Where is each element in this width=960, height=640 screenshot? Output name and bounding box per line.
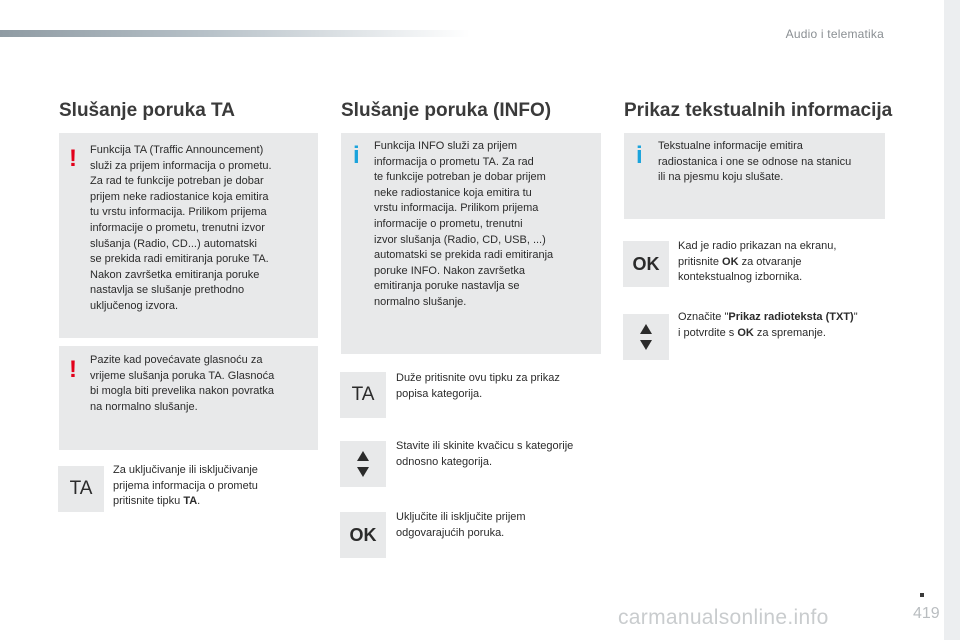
text-line: informacija o prometu TA. Za rad — [374, 155, 534, 168]
text-line: tu vrstu informacija. Prilikom prijema — [90, 206, 267, 219]
step-context-menu-description — [678, 239, 836, 286]
ta-key-icon: TA — [340, 372, 386, 418]
text-line: poruke INFO. Nakon završetka — [374, 264, 526, 277]
up-down-arrows-icon — [357, 451, 369, 477]
text-line: automatski se prekida radi emitiranja — [374, 249, 554, 262]
ta-key-icon: TA — [58, 466, 104, 512]
section-title: Audio i telematika — [785, 27, 884, 41]
text-line: na normalno slušanje. — [90, 400, 198, 413]
info-note-radiotext — [624, 133, 885, 219]
text-line: normalno slušanje. — [374, 295, 467, 308]
text-line: emitiranja poruke nastavlja se — [374, 280, 520, 293]
step-ok-toggle-description — [396, 510, 526, 541]
text-line: kontekstualnog izbornika. — [678, 271, 803, 284]
step-ta-toggle-description — [113, 463, 258, 510]
up-down-arrows-icon — [640, 324, 652, 350]
text-line: Pazite kad povećavate glasnoću za — [90, 354, 263, 366]
page-number: 419 — [913, 605, 940, 622]
text-line: pritisnite OK za otvaranje — [678, 255, 802, 268]
text-line: Duže pritisnite ovu tipku za prikaz — [396, 372, 560, 384]
text-line: informacije o prometu, trenutni — [374, 217, 523, 230]
text-line: izvor slušanja (Radio, CD, USB, ...) — [374, 233, 546, 246]
text-line: odnosno kategorija. — [396, 455, 493, 468]
text-line: se prekida radi emitiranja poruke TA. — [90, 253, 269, 266]
text-line: Za rad te funkcije potreban je dobar — [90, 175, 264, 188]
text-line: uključenog izvora. — [90, 299, 179, 312]
text-line: popisa kategorija. — [396, 387, 483, 400]
text-line: slušanja (Radio, CD...) automatski — [90, 237, 257, 250]
step-radiotext-select-description — [678, 310, 858, 341]
text-line: vrijeme slušanja poruka TA. Glasnoća — [90, 369, 275, 382]
text-line: te funkcije potreban je dobar prijem — [374, 171, 546, 184]
arrows-key-icon — [340, 441, 386, 487]
text-line: Stavite ili skinite kvačicu s kategorije — [396, 440, 574, 452]
text-line: bi mogla biti prevelika nakon povratka — [90, 385, 275, 398]
text-line: prijem neke radiostanice koja emitira — [90, 190, 269, 203]
ok-key-icon: OK — [340, 512, 386, 558]
heading-ta-messages: Slušanje poruka TA — [59, 100, 235, 121]
step-category-list-description — [396, 371, 560, 402]
text-line: Označite "Prikaz radioteksta (TXT)" — [678, 311, 858, 323]
text-line: Za uključivanje ili isključivanje — [113, 464, 258, 476]
text-line: Kad je radio prikazan na ekranu, — [678, 240, 837, 252]
heading-text-info: Prikaz tekstualnih informacija — [624, 100, 893, 121]
text-line: nastavlja se slušanje prethodno — [90, 284, 245, 297]
step-category-select-description — [396, 439, 573, 470]
page-edge-strip — [944, 0, 960, 640]
text-line: odgovarajućih poruka. — [396, 526, 505, 539]
text-line: pritisnite tipku TA. — [113, 495, 201, 508]
header-accent-bar — [0, 30, 470, 37]
info-icon: i — [353, 142, 360, 169]
text-line: Tekstualne informacije emitira — [658, 140, 803, 152]
text-line: Uključite ili isključite prijem — [396, 511, 526, 523]
text-line: Nakon završetka emitiranja poruke — [90, 268, 260, 281]
text-line: Funkcija TA (Traffic Announcement) — [90, 144, 264, 156]
text-line: radiostanica i one se odnose na stanicu — [658, 155, 852, 168]
text-line: vrstu informacija. Prilikom prijema — [374, 202, 539, 215]
note-text — [90, 143, 272, 315]
text-line: prijema informacija o prometu — [113, 479, 258, 492]
ok-key-icon: OK — [623, 241, 669, 287]
arrows-key-icon — [623, 314, 669, 360]
note-text — [658, 139, 851, 186]
warning-icon: ! — [69, 145, 77, 172]
warning-note-ta-function — [59, 133, 318, 338]
heading-info-messages: Slušanje poruka (INFO) — [341, 100, 552, 121]
text-line: Funkcija INFO služi za prijem — [374, 140, 518, 152]
text-line: informacije o prometu, trenutni izvor — [90, 221, 265, 234]
warning-note-volume — [59, 346, 318, 450]
text-line: služi za prijem informacija o prometu. — [90, 159, 272, 172]
text-line: ili na pjesmu koju slušate. — [658, 171, 784, 184]
watermark: carmanualsonline.info — [618, 606, 829, 629]
page-marker — [920, 593, 924, 597]
text-line: i potvrdite s OK za spremanje. — [678, 326, 826, 339]
note-text — [374, 139, 553, 311]
warning-icon: ! — [69, 356, 77, 383]
text-line: neke radiostanice koja emitira tu — [374, 186, 532, 199]
note-text — [90, 353, 274, 415]
info-note-info-function — [341, 133, 601, 354]
info-icon: i — [636, 142, 643, 169]
